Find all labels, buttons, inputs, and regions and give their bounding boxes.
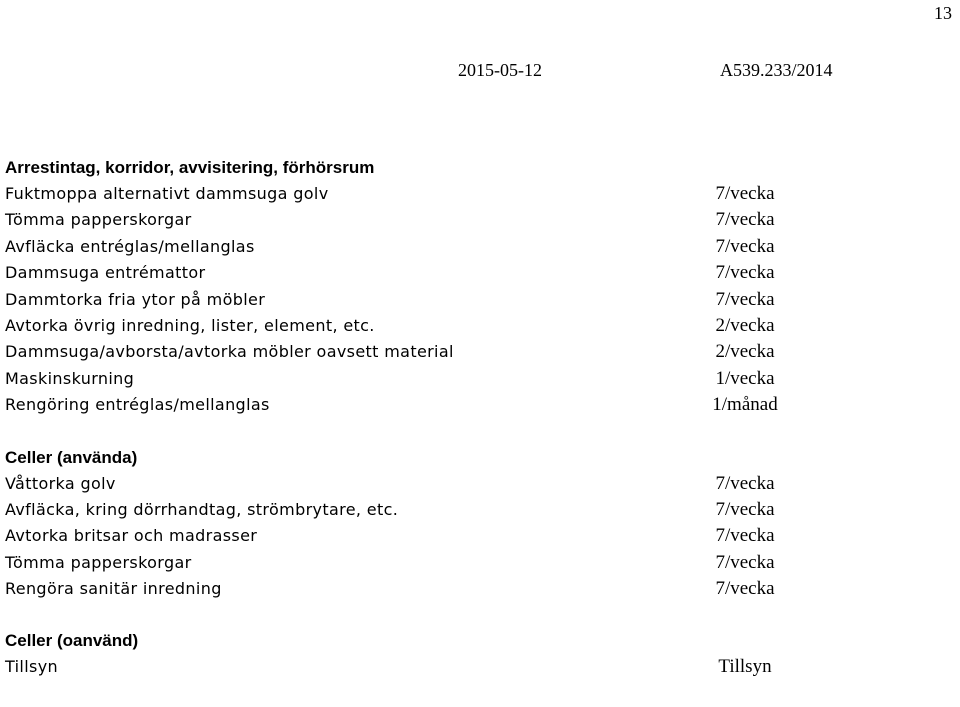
schedule-row: [5, 497, 805, 523]
schedule-row: [5, 523, 805, 549]
schedule-row: [5, 366, 805, 392]
task-label: Dammtorka fria ytor på möbler: [5, 289, 266, 309]
schedule-row: [5, 313, 805, 339]
section-title: Celler (oanvänd): [5, 631, 139, 651]
schedule-row: [5, 234, 805, 260]
schedule-row: [5, 550, 805, 576]
task-label: Dammsuga/avborsta/avtorka möbler oavsett material: [5, 342, 454, 362]
frequency-value: 7/vecka: [715, 209, 775, 231]
schedule-row: [5, 207, 805, 233]
frequency-value: 7/vecka: [715, 235, 775, 257]
schedule-row: [5, 471, 805, 497]
frequency-value: 1/månad: [712, 394, 778, 416]
frequency-value: 7/vecka: [715, 525, 775, 547]
task-label: Maskinskurning: [5, 368, 135, 388]
task-label: Avfläcka, kring dörrhandtag, strömbrytare, etc.: [5, 499, 399, 519]
frequency-value: 7/vecka: [715, 551, 775, 573]
schedule-row: [5, 392, 805, 418]
section-title: Arrestintag, korridor, avvisitering, förhörsrum: [5, 158, 375, 177]
frequency-value: Tillsyn: [718, 656, 772, 678]
frequency-value: 2/vecka: [715, 314, 775, 336]
section-celler-anvanda: [5, 445, 805, 603]
task-label: Tömma papperskorgar: [5, 552, 192, 572]
task-label: Våttorka golv: [5, 473, 116, 493]
task-label: Avtorka övrig inredning, lister, element, etc.: [5, 315, 375, 335]
frequency-value: 2/vecka: [715, 341, 775, 363]
header-reference: A539.233/2014: [720, 60, 833, 80]
task-label: Dammsuga entrémattor: [5, 263, 206, 283]
task-label: Rengöring entréglas/mellanglas: [5, 395, 270, 415]
frequency-value: 7/vecka: [715, 262, 775, 284]
frequency-value: 7/vecka: [715, 183, 775, 204]
page-number: 13: [934, 3, 952, 23]
header-date: 2015-05-12: [458, 60, 542, 80]
task-label: Avtorka britsar och madrasser: [5, 526, 258, 546]
task-label: Rengöra sanitär inredning: [5, 579, 222, 599]
schedule-row: [5, 181, 805, 207]
schedule-row: [5, 260, 805, 286]
section-celler-oanvand: [5, 628, 805, 680]
schedule-row: [5, 576, 805, 602]
frequency-value: 7/vecka: [715, 472, 775, 494]
task-label: Tömma papperskorgar: [5, 210, 192, 230]
task-label: Avfläcka entréglas/mellanglas: [5, 236, 255, 256]
schedule-row: [5, 339, 805, 365]
cleaning-schedule: [5, 155, 805, 707]
frequency-value: 7/vecka: [715, 288, 775, 310]
frequency-value: 7/vecka: [715, 578, 775, 600]
task-label: Tillsyn: [5, 657, 59, 677]
frequency-value: 1/vecka: [715, 367, 775, 389]
task-label: Fuktmoppa alternativt dammsuga golv: [5, 184, 329, 203]
frequency-value: 7/vecka: [715, 498, 775, 520]
schedule-row: [5, 287, 805, 313]
section-title: Celler (använda): [5, 447, 138, 467]
section-arrestintag: [5, 155, 805, 419]
